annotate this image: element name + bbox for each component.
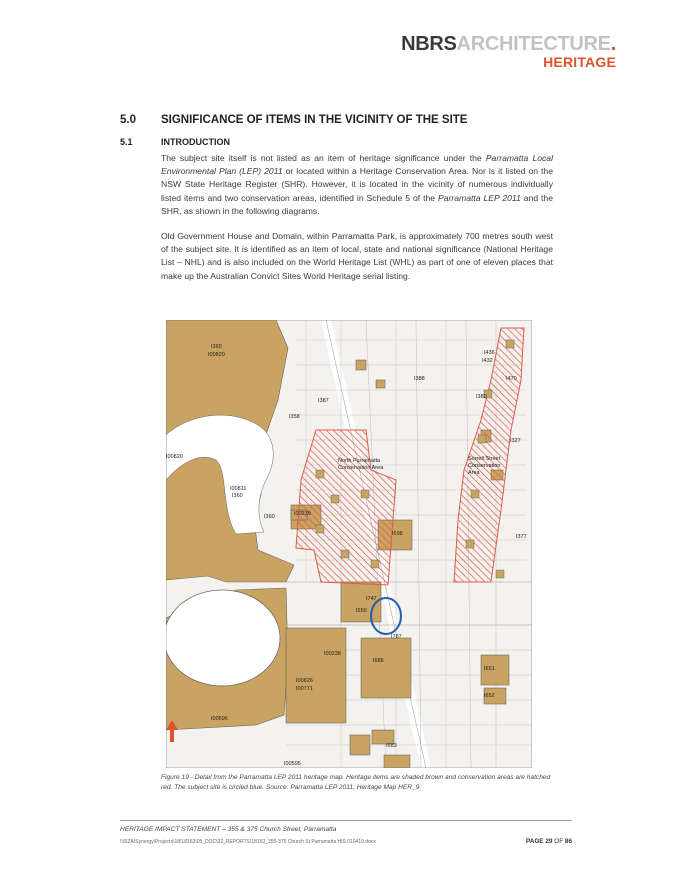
label-north-parramatta-1: North Parramatta <box>338 458 381 464</box>
label-i651: I651 <box>484 666 495 672</box>
label-sorrell-street-2: Conservation <box>468 463 501 469</box>
label-i380: I380 <box>476 394 487 400</box>
label-i652: I652 <box>484 693 495 699</box>
label-i436: I436 <box>484 350 495 356</box>
logo-part-architecture: ARCHITECTURE <box>456 33 611 55</box>
section-title: SIGNIFICANCE OF ITEMS IN THE VICINITY OF THE SITE <box>161 114 468 126</box>
label-i360-mid: I360 <box>232 493 243 499</box>
heritage-map <box>166 320 532 768</box>
logo-part-nbrs: NBRS <box>401 33 457 55</box>
logo-part-heritage: HERITAGE <box>543 54 616 70</box>
label-i00826: I00826 <box>296 678 313 684</box>
footer-title: HERITAGE IMPACT STATEMENT – 355 & 375 Church Street, Parramatta <box>120 826 337 833</box>
label-i787: I787 <box>391 634 402 640</box>
label-i360-right: I360 <box>264 514 275 520</box>
subsection-number: 5.1 <box>120 137 133 147</box>
label-north-parramatta-2: Conservation Area <box>338 465 384 471</box>
para1-text-b: or located within a Heritage Conservation Area. Nor is it listed on the NSW State Heritage Register (SHR). However, it is located in the vicinity of numerous individually listed items and two conservation areas, identified in Schedule 5 of the <box>161 166 553 203</box>
label-i387: I387 <box>318 398 329 404</box>
label-i747: I747 <box>366 596 377 602</box>
label-i360-top: I360 <box>211 344 222 350</box>
subsection-title: INTRODUCTION <box>161 137 230 147</box>
label-i327: I327 <box>510 438 521 444</box>
footer-divider <box>120 820 572 821</box>
subsection-heading <box>120 137 230 147</box>
page-label: PAGE <box>525 838 546 845</box>
oval <box>166 590 280 686</box>
intro-paragraph-2: Old Government House and Domain, within Parramatta Park, is approximately 700 metres south west of the subject site. It is identified as an item of local, state and national significance (National Heritage List – NHL) and is also included on the World Heritage List (WHL) as part of one of eleven places that make up the Australian Convict Sites World Heritage serial listing. <box>161 231 553 281</box>
label-i686: I686 <box>373 658 384 664</box>
label-i388: I388 <box>414 376 425 382</box>
label-i00820-left: I00820 <box>166 454 183 460</box>
company-logo <box>401 34 616 69</box>
label-i00771: I00771 <box>296 686 313 692</box>
para1-text-a: The subject site itself is not listed as an item of heritage significance under the <box>161 153 486 163</box>
label-i00820-top: I00820 <box>208 352 225 358</box>
intro-paragraph-1 <box>161 152 553 218</box>
para1-lep-title: Parramatta Local Environmental Plan (LEP) 2011 <box>161 153 553 177</box>
page-total: 86 <box>564 838 572 845</box>
label-sorrell-street-1: Sorrell Street <box>468 456 501 462</box>
section-number: 5.0 <box>120 114 136 126</box>
label-i00595: I00595 <box>284 761 301 767</box>
footer-file-path: \\SIZA\Synergy\Projects\18\18163\05_DOC\02_REPORTS\18163_355-375 Church St Parramatta HIS 010419.docx <box>120 839 376 845</box>
label-i00811: I00811 <box>230 486 247 492</box>
label-i377: I377 <box>516 534 527 540</box>
page-current: 29 <box>545 838 553 845</box>
label-sorrell-street-3: Area <box>468 470 480 476</box>
logo-dot: . <box>610 33 616 55</box>
label-i470: I470 <box>506 376 517 382</box>
label-i358: I358 <box>289 414 300 420</box>
label-i00596: I00596 <box>211 716 228 722</box>
para1-lep-short: Parramatta LEP 2011 <box>438 192 521 203</box>
label-i698: I698 <box>392 531 403 537</box>
para1-text-c: and the SHR, as shown in the following diagrams. <box>161 192 553 216</box>
label-i432: I432 <box>482 358 493 364</box>
label-i683: I683 <box>386 743 397 749</box>
label-i00238: I00238 <box>324 651 341 657</box>
page-of: OF <box>552 838 565 845</box>
section-heading <box>120 114 467 126</box>
figure-caption: Figure 19 - Detail from the Parramatta LEP 2011 heritage map. Heritage items are shaded brown and conservation areas are hatched red. The subject site is circled blue. Source: Parramatta LEP 2011, Heritage Map HER_9 <box>161 774 551 791</box>
label-i550: I550 <box>356 608 367 614</box>
page-number <box>526 838 572 845</box>
label-i00239: I00239 <box>294 511 311 517</box>
